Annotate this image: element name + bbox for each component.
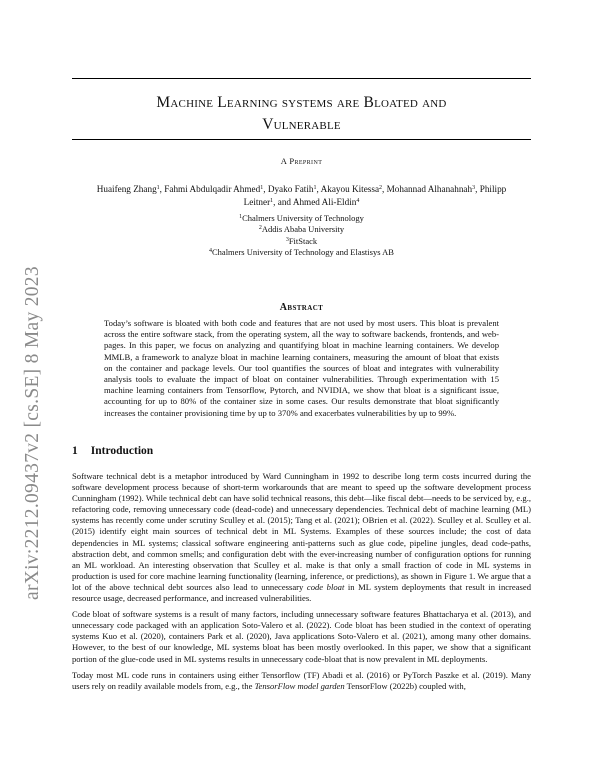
title-line-2: Vulnerable xyxy=(262,116,341,133)
affiliation: $^1$Chalmers University of Technology xyxy=(239,213,364,223)
affiliation-list xyxy=(72,213,531,258)
title-line-1: Machine Learning systems are Bloated and xyxy=(156,94,447,111)
arxiv-identifier: arXiv:2212.09437v2 [cs.SE] 8 May 2023 xyxy=(22,266,43,600)
abstract-text: Today’s software is bloated with both code and features that are not used by most users. This bloat is prevalent across the entire software stack, from the operating system, all the way to software backends, frontends, and web-pages. In this paper, we focus on analyzing and quantifying bloat in machine learning containers. We develop MMLB, a framework to analyze bloat in machine learning containers, measuring the amount of bloat that exists on the container and package levels. Our tool quantifies the sources of bloat and integrates with vulnerability analysis tools to evaluate the impact of bloat on container vulnerabilities. Through experimentation with 15 machine learning containers from Tensorflow, Pytorch, and NVIDIA, we show that bloat is a significant issue, accounting for up to 80% of the container size in some cases. Our results demonstrate that bloat significantly increases the container provisioning time by up to 370% and exacerbates vulnerabilities by up to 99%. xyxy=(104,318,499,418)
title-rule-top xyxy=(72,78,531,79)
affiliation: $^4$Chalmers University of Technology and Elastisys AB xyxy=(209,246,394,257)
paragraph: Code bloat of software systems is a result of many factors, including unnecessary software features Bhattacharya et al. (2013), and unnecessary code packaged with an application Soto-Valero et al. (2022). Code bloat has been studied in the context of operating systems Kuo et al. (2020), containers Park et al. (2020), Java applications Soto-Valero et al. (2021), among many other domains. However, to the best of our knowledge, ML systems bloat has been mostly overlooked. In this paper, we show that a significant portion of the glue-code used in ML systems results in unnecessary code-bloat that is now prevalent in ML deployments. xyxy=(72,609,531,664)
author: Philipp Leitner$^1$ xyxy=(243,184,507,207)
author: Fahmi Abdulqadir Ahmed$^1$ xyxy=(164,184,264,194)
affiliation: $^3$FitStack xyxy=(285,235,318,246)
abstract-heading: Abstract xyxy=(279,302,324,313)
body-text xyxy=(72,471,531,697)
author: Dyako Fatih$^1$ xyxy=(267,184,317,194)
author-list: Huaifeng Zhang$^1$, Fahmi Abdulqadir Ahmed$^1$, Dyako Fatih$^1$, Akayou Kitessa$^2$, Mohannad Alhanahnah$^3$, Philipp Leitner$^1$, and Ahmed Ali-Eldin$^4$ xyxy=(96,184,507,207)
paper-title xyxy=(72,92,531,136)
author: Huaifeng Zhang$^1$ xyxy=(96,184,160,194)
author: Akayou Kitessa$^2$ xyxy=(320,184,383,194)
paragraph: Today most ML code runs in containers using either Tensorflow (TF) Abadi et al. (2016) or PyTorch Paszke et al. (2019). Many users rely on readily available models from, e.g., the TensorFlow model garden TensorFlow (2022b) coupled with, xyxy=(72,669,531,691)
section-heading xyxy=(72,445,153,457)
section-title: Introduction xyxy=(90,445,154,457)
title-rule-bottom xyxy=(72,139,531,140)
preprint-label: A Preprint xyxy=(280,156,323,166)
section-number: 1 xyxy=(72,445,78,457)
paragraph: Software technical debt is a metaphor introduced by Ward Cunningham in 1992 to describe long term costs incurred during the software development process because of short-term workarounds that are meant to speed up the software development process Cunningham (1992). While technical debt can have solid technical reasons, this debt—like fiscal debt—needs to be serviced by, e.g., refactoring code, removing unnecessary code (dead-code) and unnecessary dependencies. Technical debt of machine learning (ML) systems has recently come under scrutiny Sculley et al. (2015); Tang et al. (2021); OBrien et al. (2022). Sculley et al. Sculley et al. (2015) identify eight main sources of technical debt in ML Systems. Examples of these sources include; the cost of data dependencies in ML systems; classical software engineering anti-patterns such as glue code, pipeline jungles, dead code-paths, abstraction debt, and common smells; and configuration debt with the ever-increasing number of configuration options for running an ML workload. An interesting observation that Sculley et al. make is that only a small fraction of code in ML systems in production is used for core machine learning functionality (learning, inference, or predictions), as shown in Figure 1. We argue that a lot of the above technical debt sources also lead to unnecessary code bloat in ML system deployments that result in increased resource usage, decreased performance, and increased vulnerabilities. xyxy=(72,471,532,604)
author: Ahmed Ali-Eldin$^4$ xyxy=(292,197,360,207)
affiliation: $^2$Addis Ababa University xyxy=(258,224,345,235)
author: Mohannad Alhanahnah$^3$ xyxy=(386,184,476,194)
